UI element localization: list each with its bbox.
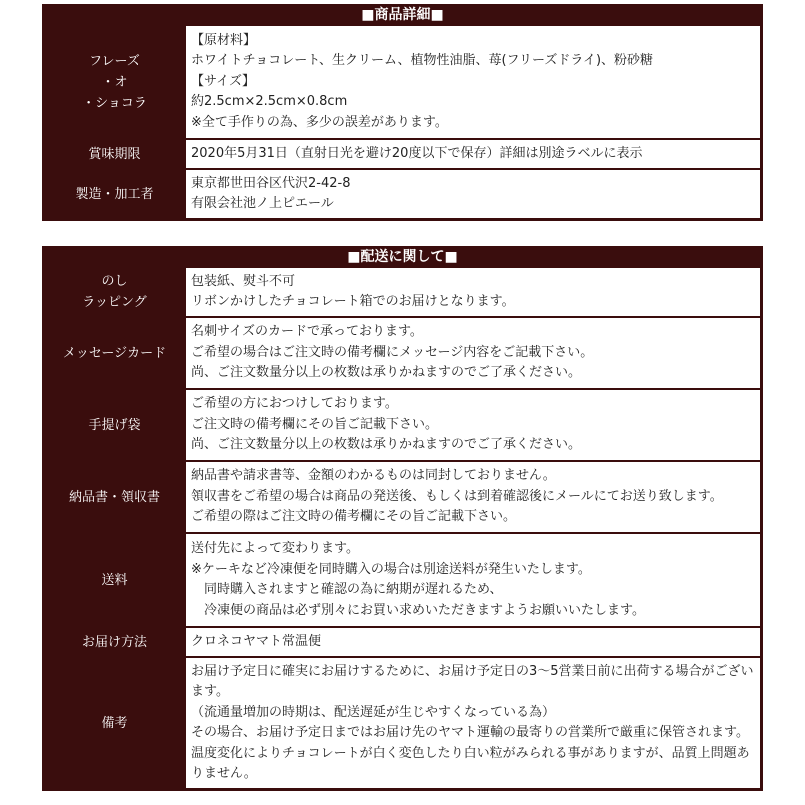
table-row: [45, 170, 760, 218]
row-label: [45, 462, 184, 532]
value-line: ご希望の方におつけしております。: [191, 396, 398, 412]
label-line: ラッピング: [82, 295, 147, 310]
table-row: [45, 268, 760, 316]
value-line: 同時購入されますと確認の為に納期が遅れるため、: [191, 582, 503, 597]
value-line: 【原材料】: [191, 32, 257, 48]
value-line: ※ケーキなど冷凍便を同時購入の場合は別途送料が発生いたします。: [191, 561, 591, 577]
value-line: クロネコヤマト常温便: [191, 633, 322, 649]
value-line: ※全て手作りの為、多少の誤差があります。: [191, 114, 448, 130]
value-line: 納品書や請求書等、金額のわかるものは同封しておりません。: [191, 468, 556, 484]
value-line: ホワイトチョコレート、生クリーム、植物性油脂、苺(フリーズドライ)、粉砂糖: [191, 53, 654, 69]
value-line: 2020年5月31日（直射日光を避け20度以下で保存）詳細は別途ラベルに表示: [191, 145, 643, 161]
label-line: ・オ: [101, 74, 128, 90]
row-value: [186, 26, 760, 138]
row-value: [186, 170, 760, 218]
value-line: ご注文時の備考欄にその旨ご記載下さい。: [191, 416, 439, 432]
label-line: 賞味期限: [88, 146, 141, 162]
label-line: 手提げ袋: [88, 417, 141, 433]
row-label: [45, 318, 184, 388]
row-label: [45, 628, 184, 656]
value-line: 温度変化によりチョコレートが白く変色したり白い粒がみられる事がありますが、品質上問題ありません。: [191, 745, 750, 781]
row-value: [186, 140, 760, 168]
label-line: お届け方法: [81, 634, 147, 650]
value-line: お届け予定日に確実にお届けするために、お届け予定日の3～5営業日前に出荷する場合がございます。: [191, 663, 754, 699]
label-line: のし: [101, 274, 128, 289]
table-row: [45, 658, 760, 788]
table-row: [45, 390, 760, 460]
value-line: ご希望の際はご注文時の備考欄にその旨ご記載下さい。: [191, 509, 517, 525]
row-value: [186, 628, 760, 656]
table-row: [45, 140, 760, 168]
table-row: [45, 318, 760, 388]
row-value: [186, 534, 760, 626]
label-line: フレーズ: [89, 53, 140, 69]
value-line: ご希望の場合はご注文時の備考欄にメッセージ内容をご記載下さい。: [191, 344, 594, 360]
product-details-title: ■商品詳細■: [43, 5, 762, 26]
label-line: 備考: [101, 715, 128, 731]
table-row: [45, 26, 760, 138]
value-line: （流通量増加の時期は、配送遅延が生じやすくなっている為）: [191, 704, 556, 720]
shipping-table: [43, 266, 762, 790]
value-line: 名刺サイズのカードで承っております。: [191, 324, 423, 340]
row-label: [45, 390, 184, 460]
value-line: 【サイズ】: [191, 73, 255, 89]
value-line: 有限会社池ノ上ピエール: [191, 196, 334, 211]
value-line: 尚、ご注文数量分以上の枚数は承りかねますのでご了承ください。: [191, 437, 582, 453]
value-line: 包装紙、熨斗不可: [191, 273, 296, 289]
row-value: [186, 318, 760, 388]
row-label: [45, 268, 184, 316]
row-label: [45, 534, 184, 626]
label-line: 送料: [101, 572, 128, 588]
value-line: 尚、ご注文数量分以上の枚数は承りかねますのでご了承ください。: [191, 365, 582, 381]
row-label: [45, 658, 184, 788]
product-details-table: [43, 24, 762, 220]
value-line: その場合、お届け予定日まではお届け先のヤマト運輸の最寄りの営業所で厳重に保管されます。: [191, 725, 749, 740]
row-value: [186, 658, 760, 788]
row-label: [45, 170, 184, 218]
shipping-title: ■配送に関して■: [43, 247, 762, 268]
row-label: [45, 140, 184, 168]
table-row: [45, 628, 760, 656]
label-line: 製造・加工者: [75, 186, 154, 202]
value-line: リボンかけしたチョコレート箱でのお届けとなります。: [191, 294, 515, 309]
row-value: [186, 268, 760, 316]
value-line: 領収書をご希望の場合は商品の発送後、もしくは到着確認後にメールにてお送り致します。: [191, 488, 723, 504]
label-line: メッセージカード: [62, 345, 167, 361]
table-row: [45, 534, 760, 626]
value-line: 冷凍便の商品は必ず別々にお買い求めいただきますようお願いいたします。: [191, 602, 645, 618]
table-row: [45, 462, 760, 532]
value-line: 送付先によって変わります。: [191, 541, 359, 556]
shipping-section: [42, 246, 763, 791]
product-details-section: [42, 4, 763, 221]
row-value: [186, 390, 760, 460]
label-line: 納品書・領収書: [68, 489, 160, 505]
row-value: [186, 462, 760, 532]
row-label: [45, 26, 184, 138]
value-line: 東京都世田谷区代沢2-42-8: [191, 175, 351, 191]
value-line: 約2.5cm×2.5cm×0.8cm: [191, 94, 348, 110]
label-line: ・ショコラ: [82, 95, 147, 111]
